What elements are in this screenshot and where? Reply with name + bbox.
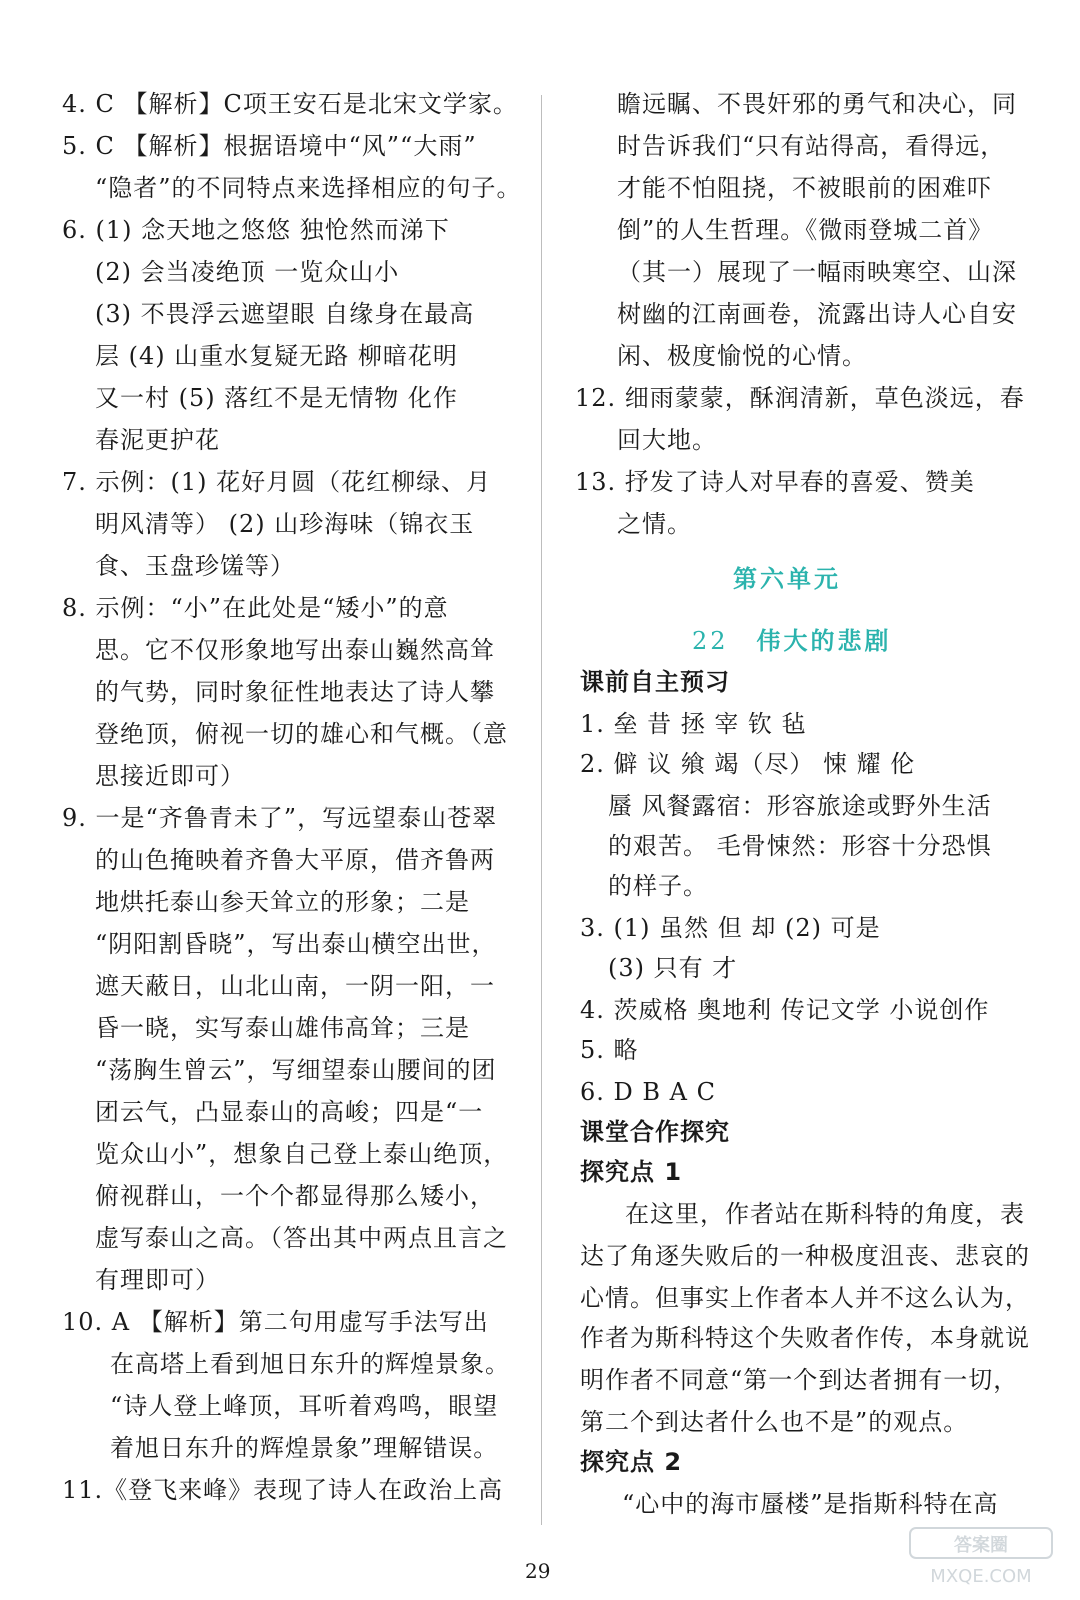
answer-line: 5. C 【解析】根据语境中“风”“大雨”: [62, 132, 477, 160]
answer-line: 10. A 【解析】第二句用虚写手法写出: [62, 1308, 489, 1336]
lesson-title: [692, 625, 892, 657]
watermark-text: MXQE.COM: [930, 1566, 1032, 1587]
unit-title: 第六单元: [733, 564, 841, 593]
answer-line: 团云气，凸显泰山的高峻；四是“一: [95, 1098, 484, 1126]
answer-line: 着旭日东升的辉煌景象”理解错误。: [110, 1434, 499, 1462]
answer-line: 7. 示例：(1) 花好月圆（花红柳绿、月: [62, 468, 492, 496]
answer-line: 倒”的人生哲理。《微雨登城二首》: [617, 216, 994, 244]
answer-line: 春泥更护花: [95, 426, 220, 454]
section-heading: 课堂合作探究: [580, 1118, 730, 1146]
watermark-logo: [906, 1522, 1056, 1590]
answer-line: 的样子。: [608, 872, 708, 900]
answer-line: 的气势，同时象征性地表达了诗人攀: [95, 678, 495, 706]
answer-line: 回大地。: [617, 426, 717, 454]
answer-line: (3) 不畏浮云遮望眼 自缘身在最高: [95, 300, 475, 328]
svg-text:答案圈: 答案圈: [954, 1535, 1008, 1556]
answer-line: 又一村 (5) 落红不是无情物 化作: [95, 384, 458, 412]
answer-line: “诗人登上峰顶，耳听着鸡鸣，眼望: [110, 1392, 499, 1420]
answer-line: 达了角逐失败后的一种极度沮丧、悲哀的: [580, 1242, 1030, 1270]
answer-line: 4. C 【解析】C项王安石是北宋文学家。: [62, 90, 518, 118]
answer-line: 的山色掩映着齐鲁大平原，借齐鲁两: [95, 846, 495, 874]
answer-line: 树幽的江南画卷，流露出诗人心自安: [617, 300, 1017, 328]
answer-line: 4. 茨威格 奥地利 传记文学 小说创作: [580, 996, 990, 1024]
answer-line: (3) 只有 才: [608, 954, 738, 982]
answer-line: 第二个到达者什么也不是”的观点。: [580, 1408, 969, 1436]
answer-line: 作者为斯科特这个失败者作传，本身就说: [580, 1324, 1030, 1352]
answer-line: 之情。: [617, 510, 692, 538]
answer-line: “隐者”的不同特点来选择相应的句子。: [95, 174, 522, 202]
answer-line: 闲、极度愉悦的心情。: [617, 342, 867, 370]
lesson-number: 22: [692, 627, 729, 655]
answer-line: 瞻远瞩、不畏奸邪的勇气和决心，同: [617, 90, 1017, 118]
answer-line: 登绝顶，俯视一切的雄心和气概。（意: [95, 720, 508, 748]
answer-line: 昏一晓，实写泰山雄伟高耸；三是: [95, 1014, 470, 1042]
answer-line: 食、玉盘珍馐等）: [95, 552, 295, 580]
answer-line: 11.《登飞来峰》表现了诗人在政治上高: [62, 1476, 504, 1504]
answer-line: 蜃 风餐露宿：形容旅途或野外生活: [608, 792, 992, 820]
answer-line: 8. 示例：“小”在此处是“矮小”的意: [62, 594, 449, 622]
answer-line: 1. 垒 昔 拯 宰 钦 毡: [580, 710, 807, 738]
answer-line: “阴阳割昏晓”，写出泰山横空出世，: [95, 930, 497, 958]
answer-line: “心中的海市蜃楼”是指斯科特在高: [622, 1490, 999, 1518]
answer-line: 览众山小”，想象自己登上泰山绝顶，: [95, 1140, 509, 1168]
section-heading: 课前自主预习: [580, 668, 730, 696]
answer-line: 地烘托泰山参天耸立的形象；二是: [95, 888, 470, 916]
answer-line: 2. 僻 议 飨 竭（尽） 悚 耀 伦: [580, 750, 916, 778]
answer-line: 遮天蔽日，山北山南，一阴一阳，一: [95, 972, 495, 1000]
answer-line: 的艰苦。 毛骨悚然：形容十分恐惧: [608, 832, 992, 860]
answer-line: 13. 抒发了诗人对早春的喜爱、赞美: [575, 468, 975, 496]
answer-line: 时告诉我们“只有站得高，看得远，: [617, 132, 1006, 160]
answer-line: （其一）展现了一幅雨映寒空、山深: [617, 258, 1017, 286]
section-heading: 探究点 2: [580, 1448, 683, 1476]
page-number: 29: [525, 1559, 551, 1583]
answer-line: 虚写泰山之高。（答出其中两点且言之: [95, 1224, 508, 1252]
answer-line: 明风清等） (2) 山珍海味（锦衣玉: [95, 510, 475, 538]
answer-line: “荡胸生曾云”，写细望泰山腰间的团: [95, 1056, 497, 1084]
answer-line: 5. 略: [580, 1036, 639, 1064]
answer-line: 思接近即可）: [95, 762, 245, 790]
answer-line: 6. D B A C: [580, 1078, 716, 1106]
section-heading: 探究点 1: [580, 1158, 683, 1186]
answer-line: (2) 会当凌绝顶 一览众山小: [95, 258, 400, 286]
answer-line: 心情。但事实上作者本人并不这么认为，: [580, 1284, 1030, 1312]
answer-line: 才能不怕阻挠，不被眼前的困难吓: [617, 174, 992, 202]
answer-line: 俯视群山，一个个都显得那么矮小，: [95, 1182, 495, 1210]
answer-line: 3. (1) 虽然 但 却 (2) 可是: [580, 914, 881, 942]
answer-line: 层 (4) 山重水复疑无路 柳暗花明: [95, 342, 458, 370]
lesson-name: 伟大的悲剧: [756, 626, 892, 655]
answer-line: 9. 一是“齐鲁青未了”，写远望泰山苍翠: [62, 804, 498, 832]
answer-line: 6. (1) 念天地之悠悠 独怆然而涕下: [62, 216, 450, 244]
answer-line: 12. 细雨蒙蒙，酥润清新，草色淡远，春: [575, 384, 1025, 412]
answer-line: 有理即可）: [95, 1266, 220, 1294]
answer-line: 在这里，作者站在斯科特的角度，表: [625, 1200, 1025, 1228]
answer-line: 明作者不同意“第一个到达者拥有一切，: [580, 1366, 1019, 1394]
answer-line: 在高塔上看到旭日东升的辉煌景象。: [110, 1350, 510, 1378]
answer-line: 思。它不仅形象地写出泰山巍然高耸: [95, 636, 495, 664]
column-divider: [541, 95, 542, 1525]
